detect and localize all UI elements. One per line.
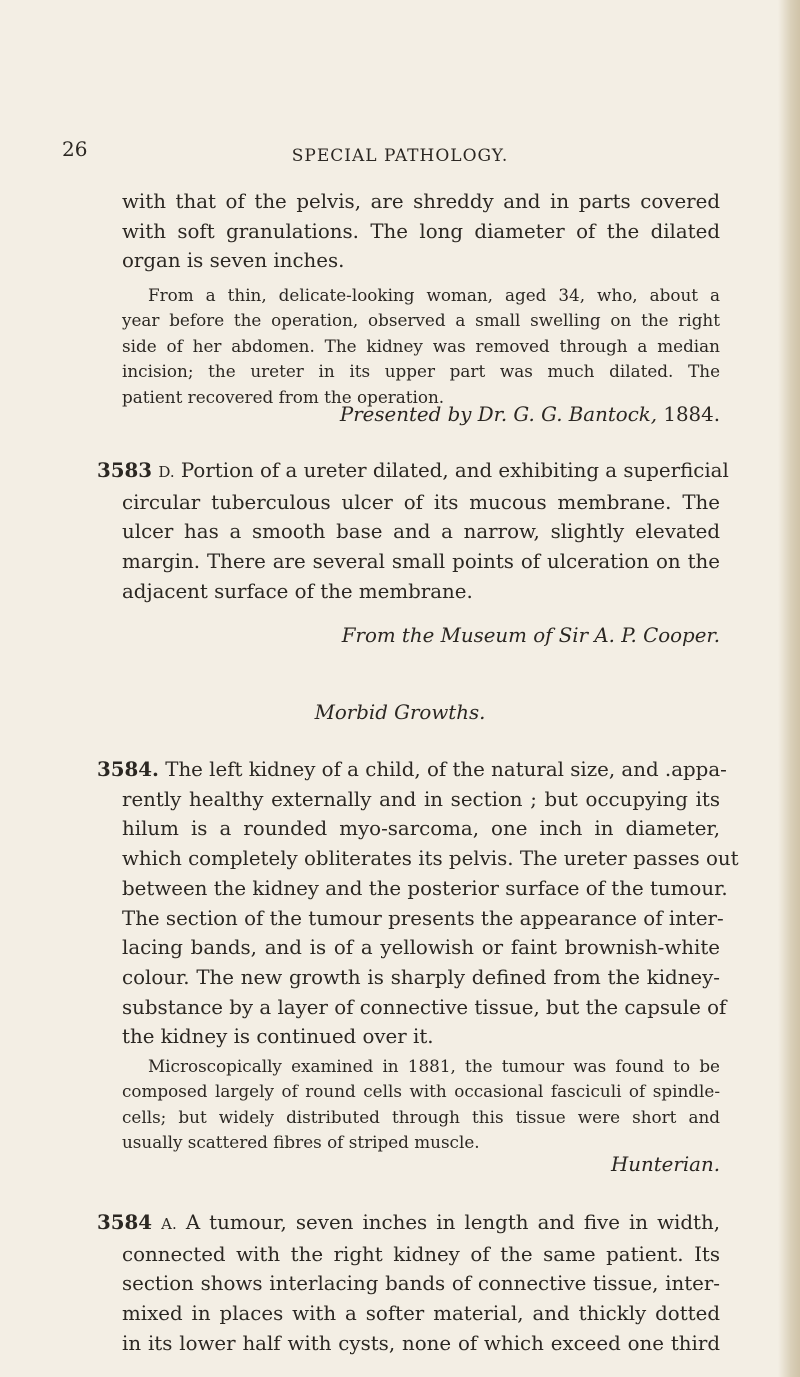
entry-first-text: A tumour, seven inches in length and five in width, — [185, 1211, 721, 1234]
attribution-hunterian: Hunterian. — [611, 1153, 720, 1176]
text-line: the kidney is continued over it. — [122, 1025, 434, 1049]
note-line: patient recovered from the operation. — [122, 386, 445, 407]
text-line: with that of the pelvis, are shreddy and in parts covered — [122, 190, 720, 213]
text-line: substance by a layer of connective tissue, but the capsule of — [122, 995, 727, 1019]
note-line: usually scattered fibres of striped muscle. — [122, 1132, 480, 1153]
text-line: between the kidney and the posterior surface of the tumour. — [122, 876, 728, 900]
microscopy-note — [122, 1054, 720, 1156]
text-line: organ is seven inches. — [122, 249, 345, 273]
text-line: adjacent surface of the membrane. — [122, 579, 473, 603]
note-line: composed largely of round cells with occasional fasciculi of spindle- — [122, 1081, 720, 1102]
entry-first-line — [97, 755, 727, 785]
text-line: mixed in places with a softer material, and thickly dotted — [122, 1302, 720, 1326]
entry-first-text: Portion of a ureter dilated, and exhibiting a superficial — [180, 459, 729, 482]
text-line: lacing bands, and is of a yellowish or faint brownish-white — [122, 936, 720, 960]
text-line: The section of the tumour presents the appearance of inter- — [122, 906, 724, 930]
entry-first-line — [97, 1208, 720, 1240]
text-line: circular tuberculous ulcer of its mucous membrane. The — [122, 490, 720, 514]
section-heading: Morbid Growths. — [314, 701, 486, 724]
text-line: rently healthy externally and in section ; but occupying its — [122, 787, 720, 811]
text-line: which completely obliterates its pelvis. The ureter passes out — [122, 847, 739, 871]
continuation-paragraph — [122, 187, 720, 276]
text-line: in its lower half with cysts, none of which exceed one third — [122, 1331, 720, 1355]
note-line: incision; the ureter in its upper part was much dilated. The — [122, 361, 720, 382]
entry-letter: D. — [158, 463, 175, 481]
entry-number: 3584 — [97, 1210, 153, 1234]
entry-3584a — [97, 1208, 720, 1359]
page-edge-shadow — [778, 0, 800, 1377]
attribution-bantock — [340, 400, 720, 430]
case-note — [122, 283, 720, 410]
text-line: connected with the right kidney of the same patient. Its — [122, 1242, 720, 1266]
note-line: side of her abdomen. The kidney was removed through a median — [122, 335, 720, 356]
entry-number: 3584. — [97, 757, 159, 781]
entry-3584 — [97, 755, 739, 1052]
text-line: hilum is a rounded myo-sarcoma, one inch in diameter, — [122, 817, 720, 841]
text-line: with soft granulations. The long diameter of the dilated — [122, 219, 720, 243]
entry-first-text: The left kidney of a child, of the natural size, and .appa- — [165, 758, 727, 781]
entry-3583d — [97, 456, 729, 607]
entry-number: 3583 — [97, 458, 153, 482]
text-line: margin. There are several small points of ulceration on the — [122, 550, 720, 574]
note-line: Microscopically examined in 1881, the tumour was found to be — [148, 1056, 720, 1076]
attribution-year: 1884. — [663, 403, 720, 426]
text-line: colour. The new growth is sharply defined from the kidney- — [122, 965, 720, 989]
entry-letter: A. — [161, 1215, 177, 1233]
attribution-text: Presented by Dr. G. G. Bantock, — [339, 403, 658, 426]
attribution-cooper: From the Museum of Sir A. P. Cooper. — [341, 624, 720, 647]
entry-first-line — [97, 456, 729, 488]
text-line: section shows interlacing bands of connective tissue, inter- — [122, 1272, 720, 1296]
running-title: SPECIAL PATHOLOGY. — [291, 146, 509, 166]
page-number: 26 — [62, 137, 88, 161]
text-line: ulcer has a smooth base and a narrow, slightly elevated — [122, 520, 720, 544]
note-line: cells; but widely distributed through this tissue were short and — [122, 1106, 720, 1127]
note-line: year before the operation, observed a small swelling on the right — [122, 310, 720, 331]
note-line: From a thin, delicate-looking woman, aged 34, who, about a — [148, 285, 720, 305]
